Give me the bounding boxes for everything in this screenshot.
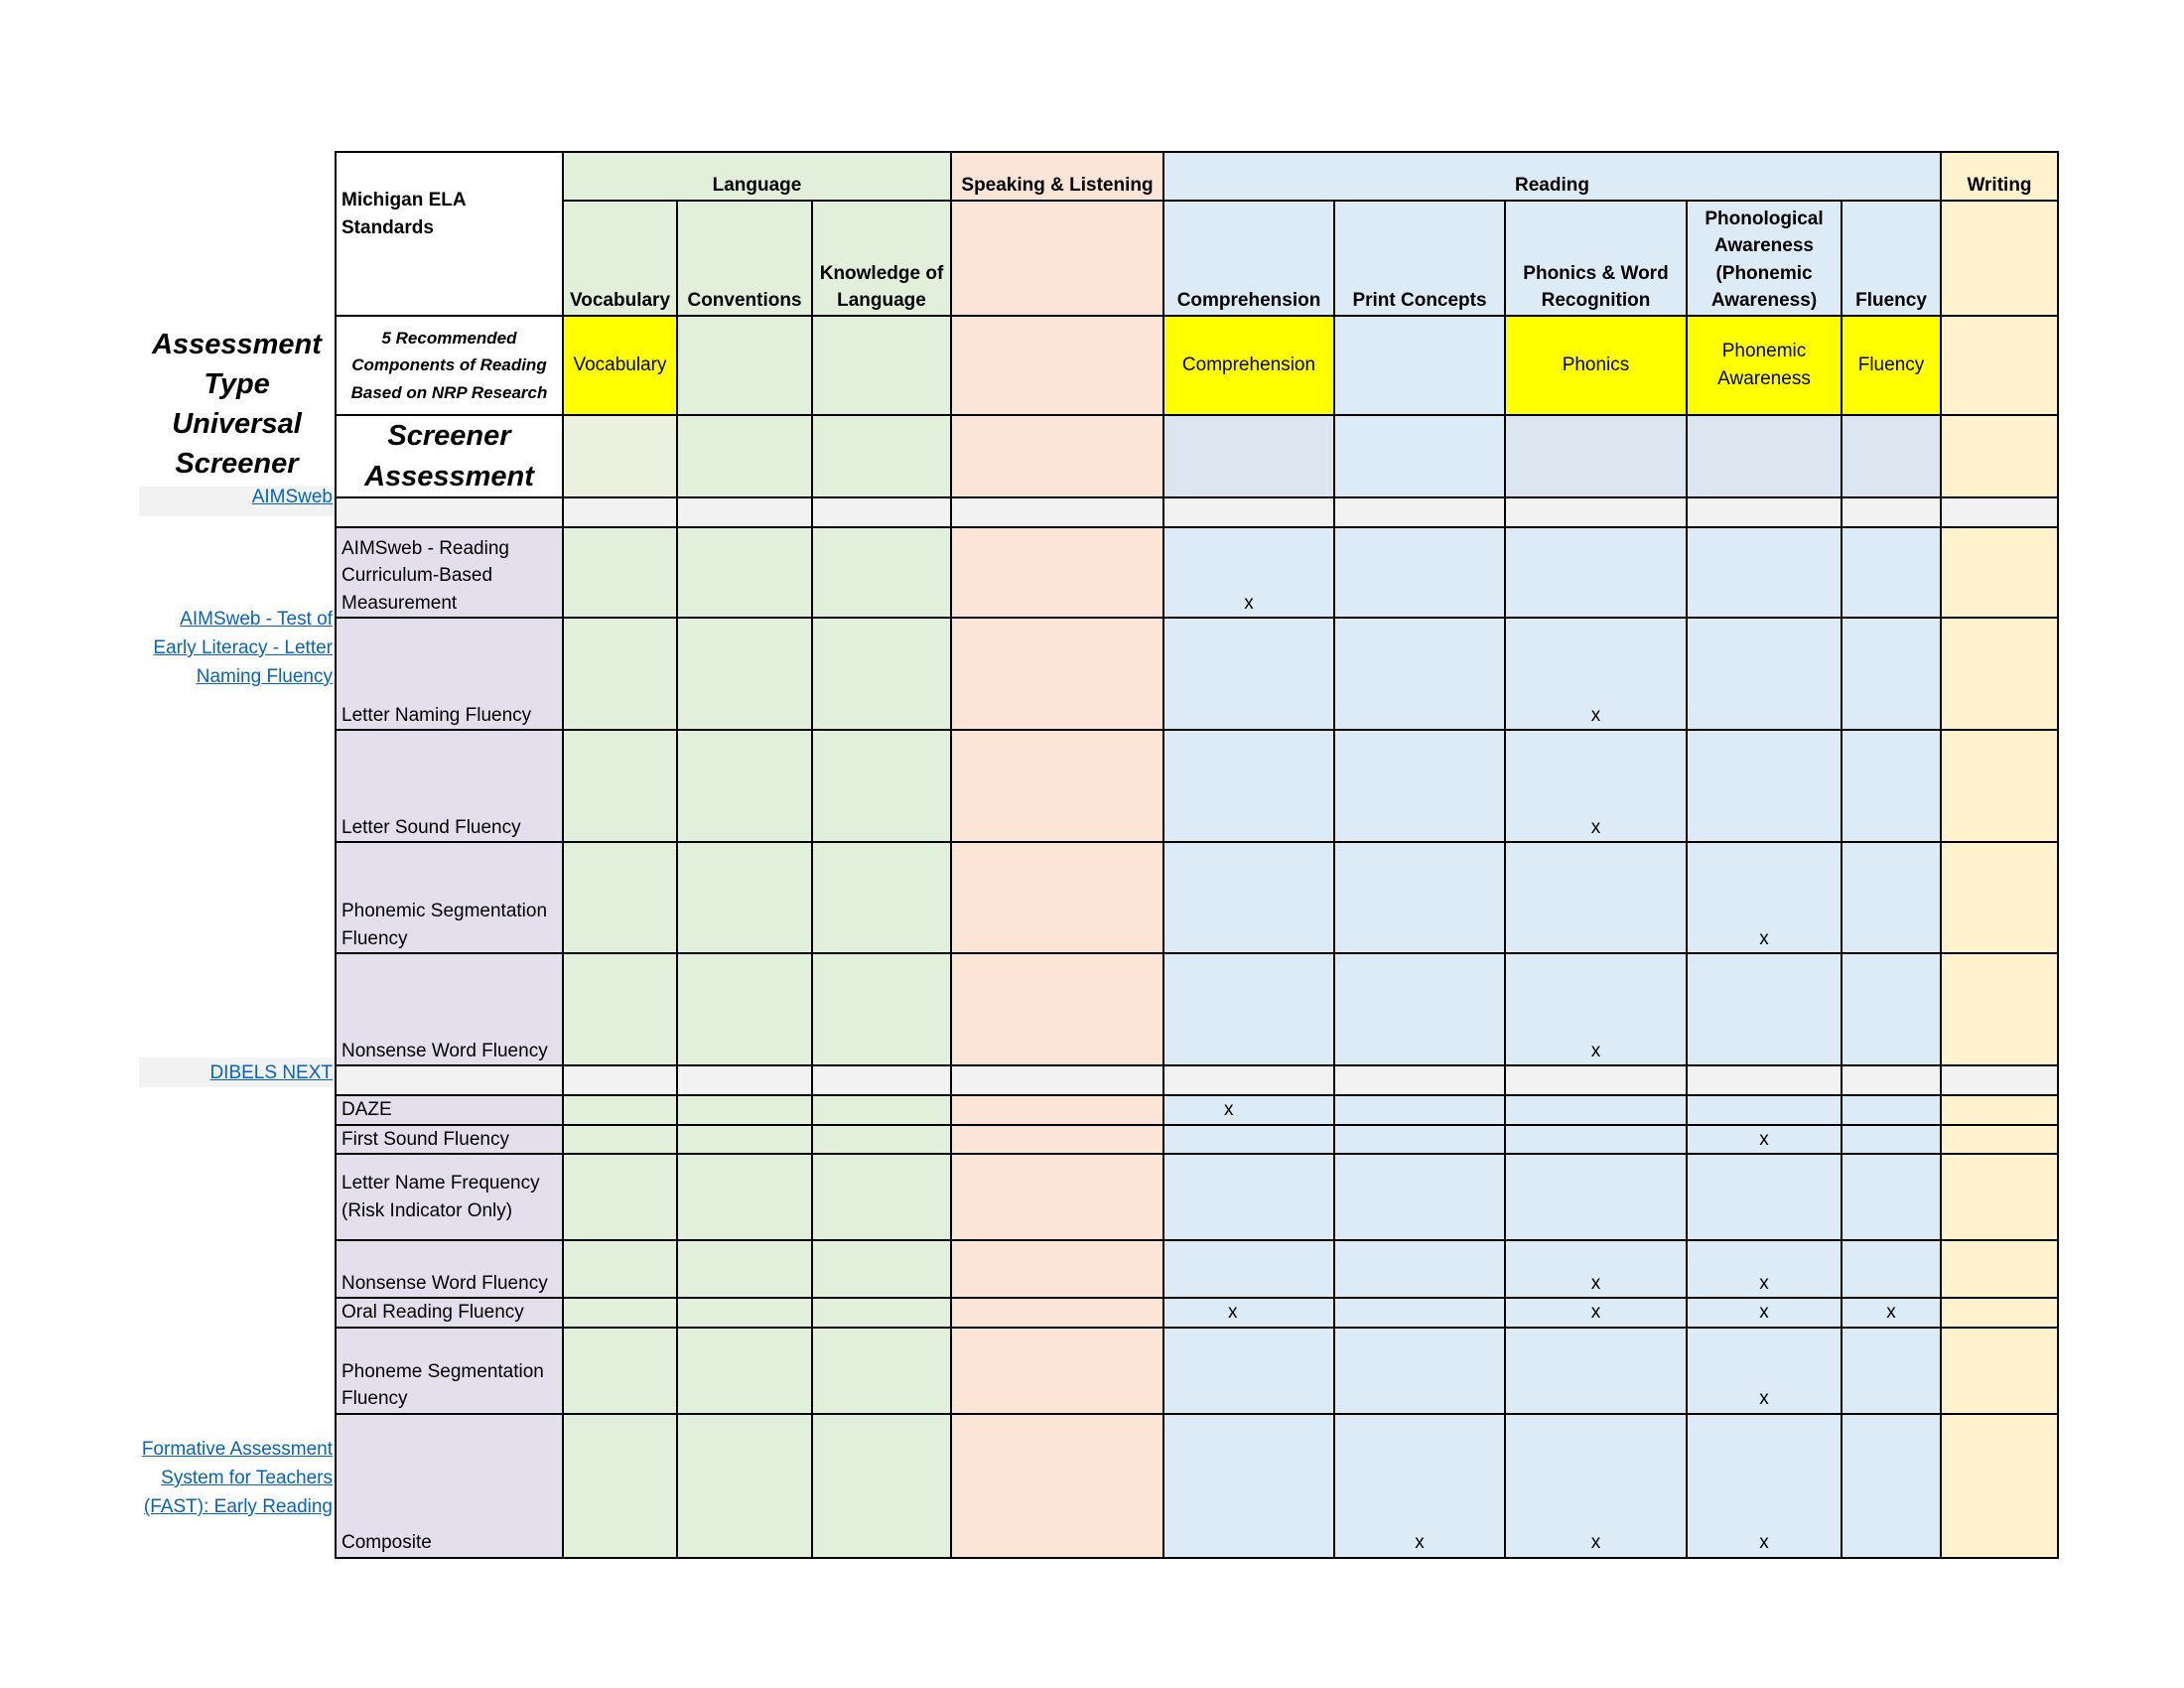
- group-reading: Reading: [1163, 152, 1941, 201]
- mark-comprehension: x: [1163, 527, 1334, 618]
- mark-phonological: x: [1687, 1298, 1842, 1328]
- table-row: [336, 1240, 2058, 1298]
- mark-phonological: x: [1687, 1240, 1842, 1298]
- col-conventions: Conventions: [677, 201, 812, 316]
- standards-title: Michigan ELA Standards: [336, 152, 563, 316]
- table-row: [336, 1414, 2058, 1558]
- assessment-name: DAZE: [336, 1095, 563, 1125]
- assessment-name: Letter Naming Fluency: [336, 618, 563, 730]
- source-link-aimsweb[interactable]: AIMSweb: [251, 487, 333, 507]
- assessment-name: Nonsense Word Fluency: [336, 953, 563, 1065]
- col-phonological-awareness: Phonological Awareness (Phonemic Awareness): [1687, 201, 1842, 316]
- mark-phonological: x: [1687, 842, 1842, 953]
- screener-assessment-label: Screener Assessment: [336, 415, 563, 497]
- table-row: [336, 730, 2058, 842]
- assessment-name: Composite: [336, 1414, 563, 1558]
- source-link-dibels[interactable]: DIBELS NEXT: [209, 1062, 333, 1083]
- table-row: [336, 1298, 2058, 1328]
- assessment-name: Phonemic Segmentation Fluency: [336, 842, 563, 953]
- standards-crosswalk-table: [335, 151, 2059, 1559]
- table-row: [336, 842, 2058, 953]
- nrp-fluency: Fluency: [1842, 316, 1941, 415]
- mark-phonics: x: [1505, 953, 1687, 1065]
- table-row: [336, 1095, 2058, 1125]
- col-knowledge-of-language: Knowledge of Language: [812, 201, 951, 316]
- source-link-fast[interactable]: Formative Assessment System for Teachers (FAST): Early Reading: [141, 1439, 333, 1517]
- source-link-aimsweb-tel[interactable]: AIMSweb - Test of Early Literacy - Letter Naming Fluency: [153, 609, 333, 687]
- mark-print-concepts: x: [1334, 1414, 1505, 1558]
- group-row-dibels: [336, 1065, 2058, 1095]
- table-row: [336, 1125, 2058, 1155]
- nrp-empty: [677, 316, 812, 415]
- table-row: [336, 618, 2058, 730]
- mark-phonics: x: [1505, 730, 1687, 842]
- group-writing: Writing: [1941, 152, 2058, 201]
- mark-phonological: x: [1687, 1125, 1842, 1155]
- table-row: [336, 527, 2058, 618]
- mark-comprehension: x: [1163, 1298, 1334, 1328]
- col-phonics-word-recognition: Phonics & Word Recognition: [1505, 201, 1687, 316]
- nrp-empty: [1941, 316, 2058, 415]
- group-language: Language: [563, 152, 951, 201]
- mark-phonics: x: [1505, 1240, 1687, 1298]
- assessment-name: Letter Sound Fluency: [336, 730, 563, 842]
- group-row-aimsweb: [336, 497, 2058, 527]
- mark-phonics: x: [1505, 618, 1687, 730]
- col-print-concepts: Print Concepts: [1334, 201, 1505, 316]
- assessment-name: Nonsense Word Fluency: [336, 1240, 563, 1298]
- nrp-label: 5 Recommended Components of Reading Based on NRP Research: [336, 316, 563, 415]
- assessment-type-label: Assessment Type Universal Screener: [152, 329, 322, 480]
- mark-phonological: x: [1687, 1414, 1842, 1558]
- mark-phonics: x: [1505, 1298, 1687, 1328]
- assessment-name: Letter Name Frequency (Risk Indicator Only): [336, 1154, 563, 1240]
- mark-comprehension: x: [1163, 1095, 1334, 1125]
- assessment-name: AIMSweb - Reading Curriculum-Based Measurement: [336, 527, 563, 618]
- nrp-empty: [951, 316, 1163, 415]
- nrp-empty: [1334, 316, 1505, 415]
- col-speaking-empty: [951, 201, 1163, 316]
- mark-phonics: x: [1505, 1414, 1687, 1558]
- nrp-vocabulary: Vocabulary: [563, 316, 677, 415]
- nrp-phonemic-awareness: Phonemic Awareness: [1687, 316, 1842, 415]
- table-row: [336, 1328, 2058, 1414]
- assessment-name: First Sound Fluency: [336, 1125, 563, 1155]
- assessment-name: Phoneme Segmentation Fluency: [336, 1328, 563, 1414]
- col-vocabulary: Vocabulary: [563, 201, 677, 316]
- nrp-phonics: Phonics: [1505, 316, 1687, 415]
- col-writing-empty: [1941, 201, 2058, 316]
- nrp-empty: [812, 316, 951, 415]
- mark-phonological: x: [1687, 1328, 1842, 1414]
- mark-fluency: x: [1842, 1298, 1941, 1328]
- col-fluency: Fluency: [1842, 201, 1941, 316]
- table-row: [336, 953, 2058, 1065]
- nrp-comprehension: Comprehension: [1163, 316, 1334, 415]
- table-row: [336, 1154, 2058, 1240]
- assessment-name: Oral Reading Fluency: [336, 1298, 563, 1328]
- col-comprehension: Comprehension: [1163, 201, 1334, 316]
- group-speaking-listening: Speaking & Listening: [951, 152, 1163, 201]
